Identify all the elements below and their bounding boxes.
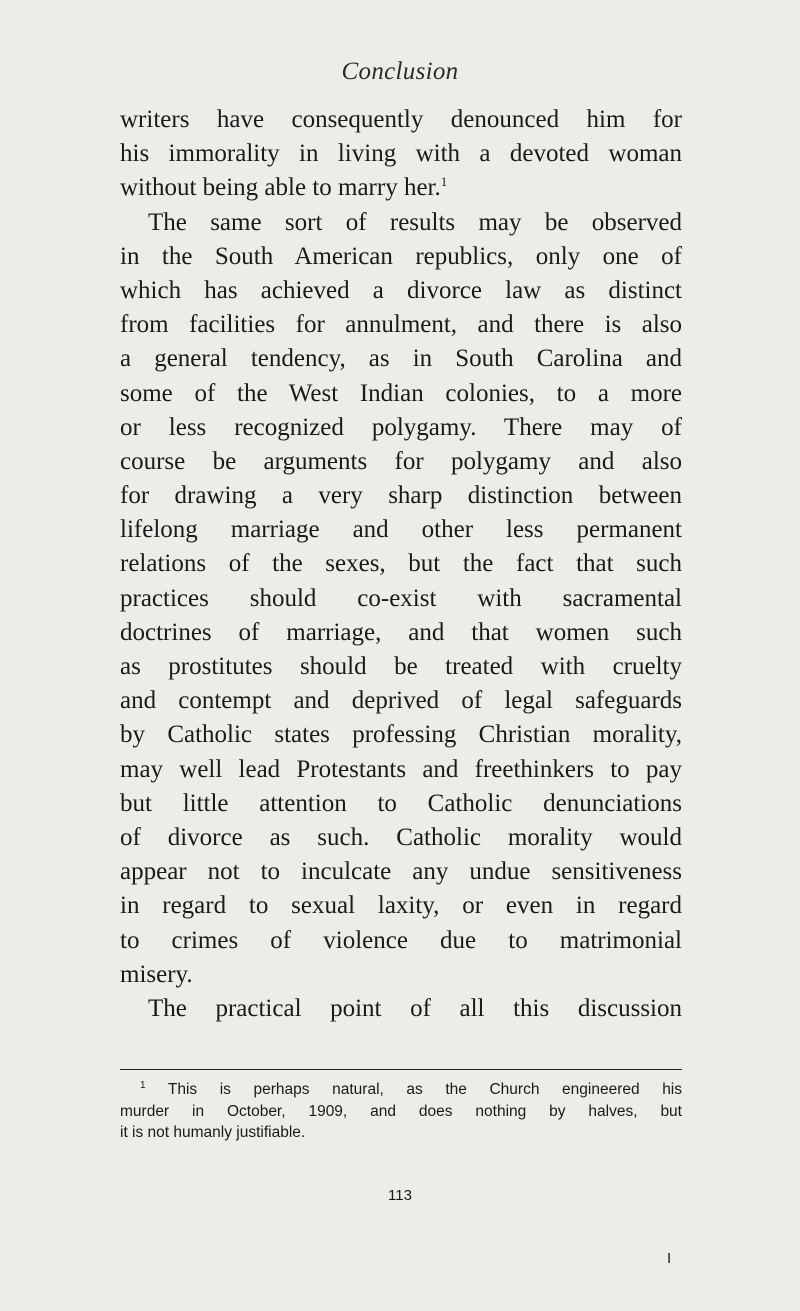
body-line: in regard to sexual laxity, or even in regard [120, 892, 682, 920]
footnote-line [120, 1079, 682, 1101]
footnote-reference: 1 [440, 174, 448, 190]
body-line: The same sort of results may be observed [148, 208, 682, 236]
body-line: may well lead Protestants and freethinkers to pay [120, 755, 682, 783]
footnote-marker: 1 [140, 1080, 146, 1091]
running-head: Conclusion [341, 58, 459, 85]
body-line: course be arguments for polygamy and also [120, 447, 682, 475]
footnote-rule [120, 1069, 682, 1070]
body-line: appear not to inculcate any undue sensitiveness [120, 858, 682, 886]
body-line: by Catholic states professing Christian morality, [120, 721, 682, 749]
body-line: for drawing a very sharp distinction between [120, 482, 682, 510]
body-line: of divorce as such. Catholic morality would [120, 823, 682, 851]
page-number: 113 [388, 1187, 412, 1204]
body-line: in the South American republics, only one of [120, 242, 682, 270]
body-line: which has achieved a divorce law as distinct [120, 276, 682, 304]
body-line: practices should co-exist with sacramental [120, 584, 682, 612]
body-line-text: without being able to marry her. [120, 174, 441, 202]
signature-mark: I [667, 1250, 672, 1267]
body-line: doctrines of marriage, and that women such [120, 618, 682, 646]
body-line: but little attention to Catholic denunciations [120, 789, 682, 817]
body-line: and contempt and deprived of legal safeguards [120, 687, 682, 715]
body-line: as prostitutes should be treated with cruelty [120, 653, 682, 680]
body-line: from facilities for annulment, and there is also [120, 311, 682, 339]
body-line: writers have consequently denounced him for [120, 106, 682, 133]
body-line: lifelong marriage and other less permanent [120, 516, 682, 544]
body-line: a general tendency, as in South Carolina and [120, 345, 682, 373]
body-line: misery. [120, 960, 193, 988]
body-line-with-footnote-ref [120, 171, 682, 205]
body-line: some of the West Indian colonies, to a more [120, 379, 682, 407]
body-line: to crimes of violence due to matrimonial [120, 926, 682, 954]
body-line: his immorality in living with a devoted woman [120, 140, 682, 168]
body-line: The practical point of all this discussion [148, 994, 682, 1022]
footnote [120, 1079, 682, 1144]
body-text [120, 103, 682, 1026]
footnote-line-text: This is perhaps natural, as the Church engineered his [167, 1081, 683, 1098]
footnote-line: it is not humanly justifiable. [120, 1124, 306, 1141]
body-line: relations of the sexes, but the fact that such [120, 550, 682, 578]
body-line: or less recognized polygamy. There may of [120, 413, 682, 441]
footnote-line: murder in October, 1909, and does nothing by halves, but [120, 1102, 682, 1120]
